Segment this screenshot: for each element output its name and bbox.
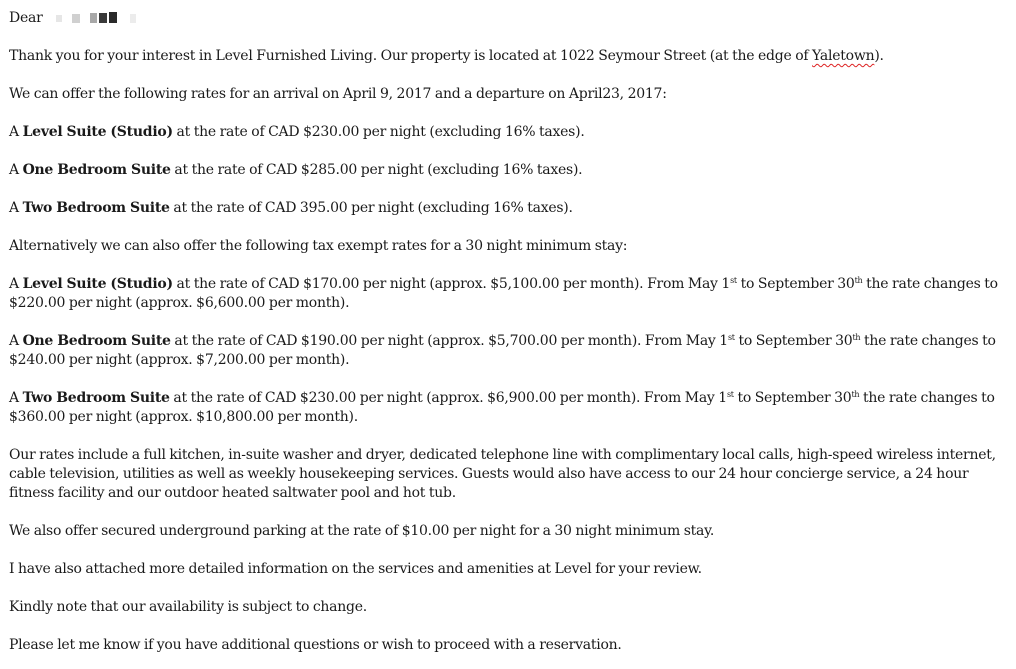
email-body xyxy=(9,9,1009,655)
ordinal-suffix: th xyxy=(854,276,863,285)
alt-intro-paragraph: Alternatively we can also offer the following tax exempt rates for a 30 night minimum stay: xyxy=(9,238,628,254)
suite-name: Two Bedroom Suite xyxy=(22,200,170,216)
rate-line xyxy=(9,389,1009,408)
amenities-line: cable television, utilities as well as weekly housekeeping services. Guests would also have access to our 24 hour concierge service, a 24 hour xyxy=(9,466,969,482)
offer-intro-paragraph: We can offer the following rates for an arrival on April 9, 2017 and a departure on April23, 2017: xyxy=(9,86,667,102)
rate-prefix: A xyxy=(9,200,23,216)
rate-line-continued: $240.00 per night (approx. $7,200.00 per month). xyxy=(9,352,350,368)
tax-exempt-rate-studio xyxy=(9,275,1009,313)
rate-text: the rate changes to xyxy=(862,276,998,292)
attachment-paragraph: I have also attached more detailed information on the services and amenities at Level for your review. xyxy=(9,561,702,577)
rate-text: to September 30 xyxy=(736,276,855,292)
nightly-rate-two-bedroom xyxy=(9,199,1009,218)
nightly-rate-one-bedroom xyxy=(9,161,1009,180)
rate-text: at the rate of CAD $230.00 per night (excluding 16% taxes). xyxy=(172,124,585,140)
suite-name: One Bedroom Suite xyxy=(22,333,171,349)
rate-text: at the rate of CAD $285.00 per night (excluding 16% taxes). xyxy=(170,162,583,178)
rate-prefix: A xyxy=(9,276,23,292)
availability-paragraph: Kindly note that our availability is subject to change. xyxy=(9,599,367,615)
rate-prefix: A xyxy=(9,162,23,178)
closing-paragraph: Please let me know if you have additional questions or wish to proceed with a reservation. xyxy=(9,637,622,653)
rate-text: at the rate of CAD $170.00 per night (approx. $5,100.00 per month). From May 1 xyxy=(172,276,731,292)
suite-name: Level Suite (Studio) xyxy=(22,276,173,292)
ordinal-suffix: st xyxy=(726,390,734,399)
rate-line-continued: $220.00 per night (approx. $6,600.00 per month). xyxy=(9,295,350,311)
ordinal-suffix: st xyxy=(727,333,735,342)
amenities-line: Our rates include a full kitchen, in-suite washer and dryer, dedicated telephone line with complimentary local calls, high-speed wireless internet, xyxy=(9,447,996,463)
ordinal-suffix: th xyxy=(852,333,861,342)
rate-prefix: A xyxy=(9,333,23,349)
ordinal-suffix: st xyxy=(730,276,737,285)
rate-text: the rate changes to xyxy=(860,333,996,349)
ordinal-suffix: th xyxy=(851,390,860,399)
intro-paragraph xyxy=(9,47,1009,66)
rate-text: to September 30 xyxy=(733,390,852,406)
rate-text: at the rate of CAD 395.00 per night (excluding 16% taxes). xyxy=(169,200,573,216)
rate-line xyxy=(9,332,1009,351)
rate-text: at the rate of CAD $190.00 per night (approx. $5,700.00 per month). From May 1 xyxy=(170,333,728,349)
suite-name: Level Suite (Studio) xyxy=(22,124,173,140)
salutation xyxy=(9,9,1009,28)
rate-line-continued: $360.00 per night (approx. $10,800.00 per month). xyxy=(9,409,358,425)
tax-exempt-rate-two-bedroom xyxy=(9,389,1009,427)
rate-line xyxy=(9,275,1009,294)
tax-exempt-rate-one-bedroom xyxy=(9,332,1009,370)
rate-text: at the rate of CAD $230.00 per night (approx. $6,900.00 per month). From May 1 xyxy=(169,390,727,406)
intro-text-end: ). xyxy=(874,48,884,64)
suite-name: Two Bedroom Suite xyxy=(22,390,170,406)
parking-paragraph: We also offer secured underground parking at the rate of $10.00 per night for a 30 night minimum stay. xyxy=(9,523,715,539)
amenities-paragraph xyxy=(9,446,1009,503)
rate-text: to September 30 xyxy=(734,333,853,349)
spellcheck-word-yaletown[interactable]: Yaletown xyxy=(812,48,875,64)
intro-text: Thank you for your interest in Level Furnished Living. Our property is located at 1022 Seymour Street (at the edge of xyxy=(9,48,813,64)
amenities-line: fitness facility and our outdoor heated saltwater pool and hot tub. xyxy=(9,485,456,501)
nightly-rate-studio xyxy=(9,123,1009,142)
rate-text: the rate changes to xyxy=(859,390,995,406)
redacted-recipient-name xyxy=(46,9,138,28)
salutation-text: Dear xyxy=(9,10,43,26)
rate-prefix: A xyxy=(9,124,23,140)
suite-name: One Bedroom Suite xyxy=(22,162,171,178)
rate-prefix: A xyxy=(9,390,23,406)
